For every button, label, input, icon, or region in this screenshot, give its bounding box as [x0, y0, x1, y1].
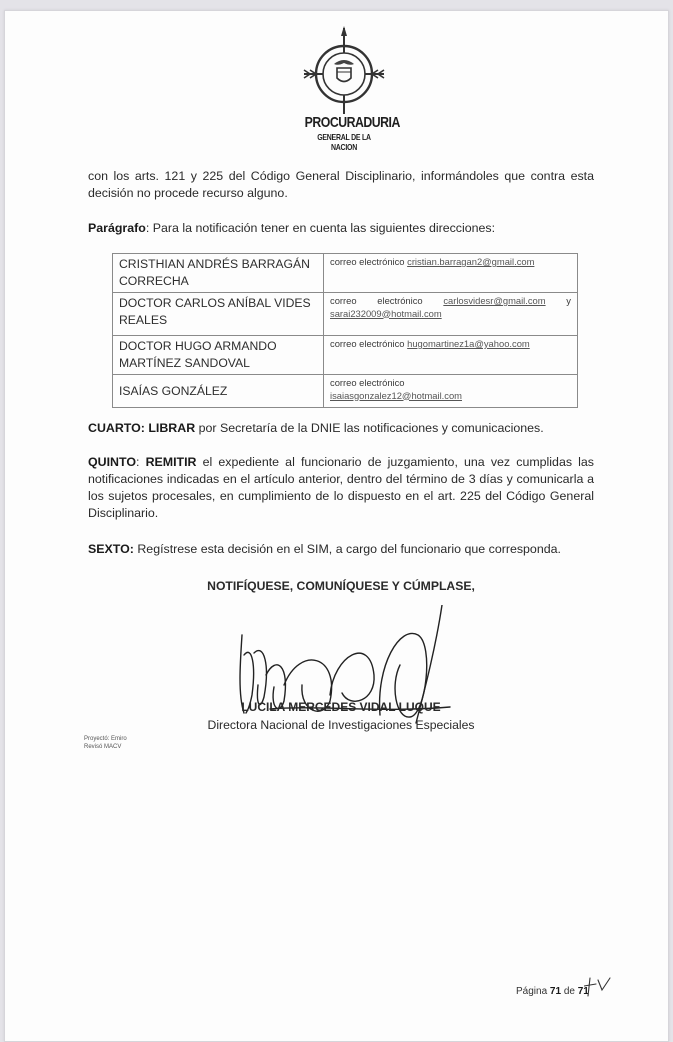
page-number	[516, 986, 589, 997]
page-of: de	[561, 986, 578, 997]
sexto-paragraph	[88, 541, 594, 558]
email-prefix: correo electrónico	[330, 295, 444, 306]
addresses-table	[112, 253, 578, 408]
page-current: 71	[549, 986, 562, 997]
handwritten-initials-icon	[584, 976, 614, 998]
drafting-notes	[84, 735, 127, 751]
table-row	[113, 254, 578, 293]
table-row	[113, 375, 578, 408]
quinto-text: el expediente al funcionario de juzgamiento, una vez cumplidas las notificaciones indicadas en el artículo anterior, dentro del término de 3 días y comunicarla a los sujetos procesales, en cumplimiento de lo dispuesto en el art. 225 del Código General Disciplinario.	[88, 455, 595, 520]
table-row	[113, 293, 578, 336]
email-prefix: correo electrónico	[330, 338, 408, 349]
signer-role: Directora Nacional de Investigaciones Especiales	[207, 718, 475, 732]
recipient-contact	[324, 293, 578, 336]
recipient-name: CRISTHIAN ANDRÉS BARRAGÁN CORRECHA	[113, 254, 324, 293]
recipient-contact	[324, 336, 578, 375]
reviso-note: Revisó MACV	[84, 744, 122, 750]
logo-title: PROCURADURIA	[304, 114, 400, 131]
recipient-name: DOCTOR CARLOS ANÍBAL VIDES REALES	[113, 293, 324, 336]
paragrafo-paragraph	[88, 220, 594, 237]
quinto-label: QUINTO	[88, 455, 136, 469]
cuarto-label: CUARTO: LIBRAR	[88, 421, 196, 435]
quinto-paragraph	[88, 454, 594, 522]
cuarto-paragraph	[88, 420, 594, 437]
intro-paragraph: con los arts. 121 y 225 del Código General Disciplinario, informándoles que contra esta decisión no procede recurso alguno.	[88, 169, 594, 200]
page-label: Página	[516, 986, 550, 997]
sexto-text: Regístrese esta decisión en el SIM, a cargo del funcionario que corresponda.	[133, 542, 561, 556]
email-link[interactable]: carlosvidesr@gmail.com	[443, 295, 546, 306]
closing-formula: NOTIFÍQUESE, COMUNÍQUESE Y CÚMPLASE,	[207, 579, 475, 593]
email-prefix: correo electrónico	[330, 256, 408, 267]
quinto-sep: :	[135, 455, 146, 469]
recipient-name: ISAÍAS GONZÁLEZ	[113, 375, 324, 408]
recipient-contact	[324, 375, 578, 408]
signer-name: LUCILA MERCEDES VIDAL LUQUE	[241, 700, 441, 714]
email-prefix: correo electrónico	[330, 377, 405, 388]
quinto-verb: REMITIR	[145, 455, 197, 469]
procuraduria-seal-icon	[296, 26, 392, 116]
recipient-contact	[324, 254, 578, 293]
paragrafo-text: : Para la notificación tener en cuenta las siguientes direcciones:	[145, 221, 496, 235]
email-link-secondary[interactable]: sarai232009@hotmail.com	[330, 307, 442, 319]
email-link[interactable]: isaiasgonzalez12@hotmail.com	[330, 389, 462, 401]
logo-subtitle: GENERAL DE LA NACION	[317, 132, 371, 152]
procuraduria-logo	[296, 26, 400, 156]
email-link[interactable]: cristian.barragan2@gmail.com	[407, 256, 535, 267]
email-connector: y	[545, 295, 571, 306]
recipient-name: DOCTOR HUGO ARMANDO MARTÍNEZ SANDOVAL	[113, 336, 324, 375]
proyecto-note: Proyectó: Emiro	[84, 736, 127, 742]
email-link[interactable]: hugomartinez1a@yahoo.com	[407, 338, 530, 349]
sexto-label: SEXTO:	[88, 542, 134, 556]
table-row	[113, 336, 578, 375]
paragrafo-label: Parágrafo	[88, 221, 146, 235]
cuarto-text: por Secretaría de la DNIE las notificaciones y comunicaciones.	[195, 421, 544, 435]
page-total: 71	[577, 986, 589, 997]
document-page	[4, 10, 669, 1042]
